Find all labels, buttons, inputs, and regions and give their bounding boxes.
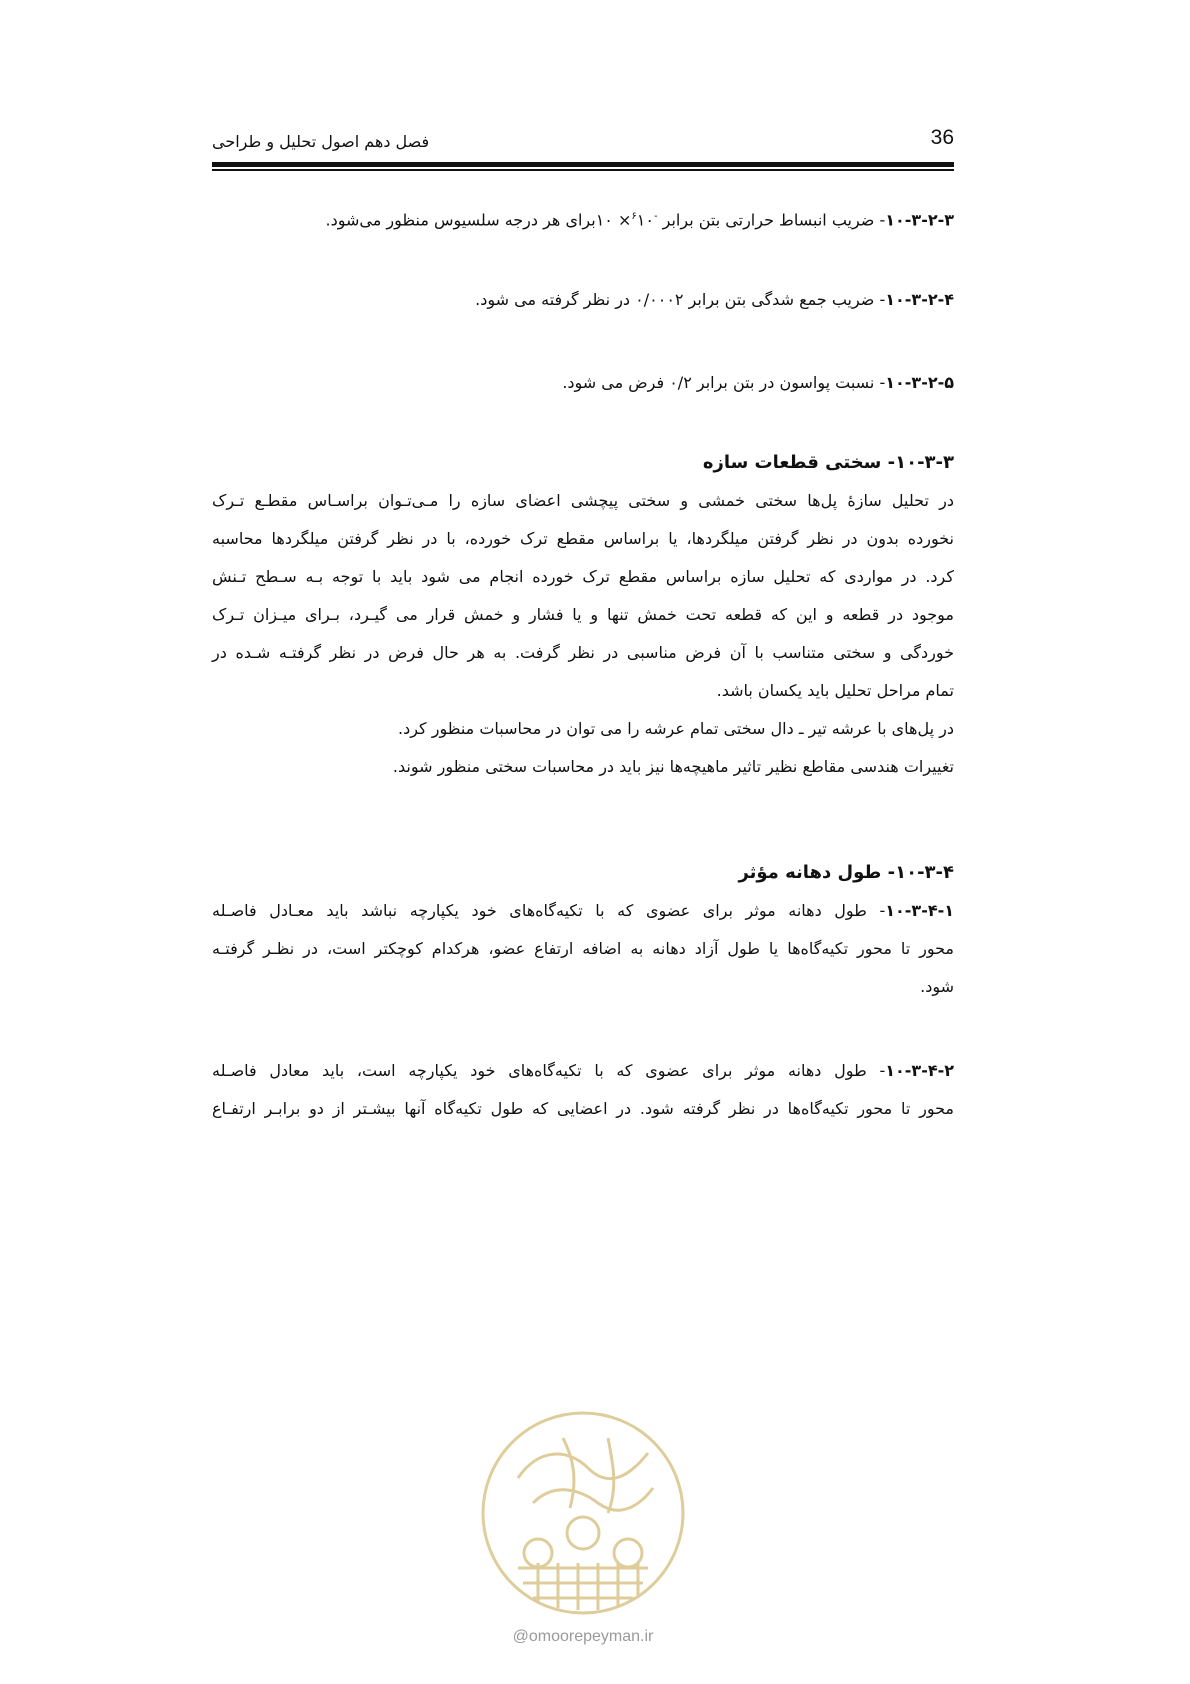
body-line	[212, 892, 954, 930]
clause-text: - ضریب انبساط حرارتی بتن برابر	[657, 210, 886, 230]
clause-text-cont: ۱۰× ۱۰برای هر درجه سلسیوس منظور می‌شود.	[325, 210, 654, 230]
page-header	[212, 120, 954, 160]
clause-number: ۱۰-۳-۴-۲	[885, 1061, 954, 1080]
section-10-3-4	[212, 854, 954, 1006]
body-line: تمام مراحل تحلیل باید یکسان باشد.	[716, 681, 954, 700]
clause-text: - طول دهانه موثر برای عضوی که با تکیه‌گاه‌های خود یکپارچه نباشد باید معـادل فاصـله	[212, 901, 886, 920]
page-number: 36	[930, 126, 954, 149]
clause-text: - نسبت پواسون در بتن برابر ۰/۲ فرض می شود.	[562, 373, 886, 392]
body-line: محور تا محور تکیه‌گاه‌ها در نظر گرفته شود. در اعضایی که طول تکیه‌گاه آنها بیشـتر از دو برابـر ارتفـاع	[212, 1099, 954, 1118]
body-line: موجود در قطعه و این که قطعه تحت خمش تنها و یا فشار و خمش قرار می گیـرد، بـرای میـزان تـرک	[212, 605, 954, 624]
clause-text: - طول دهانه موثر برای عضوی که با تکیه‌گاه‌های خود یکپارچه است، باید معادل فاصـله	[212, 1061, 886, 1080]
body-line: شود.	[920, 977, 954, 996]
body-line: در پل‌های با عرشه تیر ـ دال سختی تمام عرشه را می توان در محاسبات منظور کرد.	[397, 719, 954, 738]
exponent: -۶	[631, 211, 658, 222]
clause-10-3-4-2	[212, 1052, 954, 1128]
watermark-url: @omoorepeyman.ir	[512, 1628, 654, 1645]
clause-number: ۱۰-۳-۲-۵	[885, 373, 954, 392]
clause-10-3-2-4	[212, 281, 954, 319]
body-line: تغییرات هندسی مقاطع نظیر تاثیر ماهیچه‌ها نیز باید در محاسبات سختی منظور شوند.	[392, 757, 954, 776]
body-line	[212, 1052, 954, 1090]
section-heading: ۱۰-۳-۳- سختی قطعات سازه	[702, 452, 954, 473]
clause-10-3-2-5	[212, 364, 954, 402]
section-10-3-3	[212, 444, 954, 786]
body-line: خوردگی و سختی متناسب با آن فرض مناسبی در نظر گرفت. به هر حال فرض در نظر گرفتـه شـده در	[212, 643, 954, 662]
header-rule-thick	[212, 162, 954, 167]
clause-number: ۱۰-۳-۲-۳	[885, 210, 954, 230]
clause-number: ۱۰-۳-۲-۴	[885, 290, 954, 309]
header-rule-thin	[212, 169, 954, 171]
body-line: محور تا محور تکیه‌گاه‌ها یا طول آزاد دهانه به اضافه ارتفاع عضو، هرکدام کوچکتر است، در نظـر گرفتـه	[212, 939, 954, 958]
clause-text: - ضریب جمع شدگی بتن برابر ۰/۰۰۰۲ در نظر گرفته می شود.	[475, 290, 886, 309]
watermark-logo-icon	[478, 1408, 688, 1618]
clause-10-3-2-3	[212, 198, 954, 239]
chapter-title: فصل دهم اصول تحلیل و طراحی	[212, 132, 430, 151]
body-line: نخورده بدون در نظر گرفتن میلگردها، یا براساس مقطع ترک خورده، با در نظر گرفتن میلگردها محاسبه	[212, 529, 954, 548]
body-line: در تحلیل سازهٔ پل‌ها سختی خمشی و سختی پیچشی اعضای سازه را مـی‌تـوان براسـاس مقطـع تـرک	[212, 491, 954, 510]
section-heading: ۱۰-۳-۴- طول دهانه مؤثر	[738, 862, 954, 883]
body-line: کرد. در مواردی که تحلیل سازه براساس مقطع ترک خورده انجام می شود باید با توجه بـه سـطح تـنش	[212, 567, 954, 586]
clause-number: ۱۰-۳-۴-۱	[885, 901, 954, 920]
